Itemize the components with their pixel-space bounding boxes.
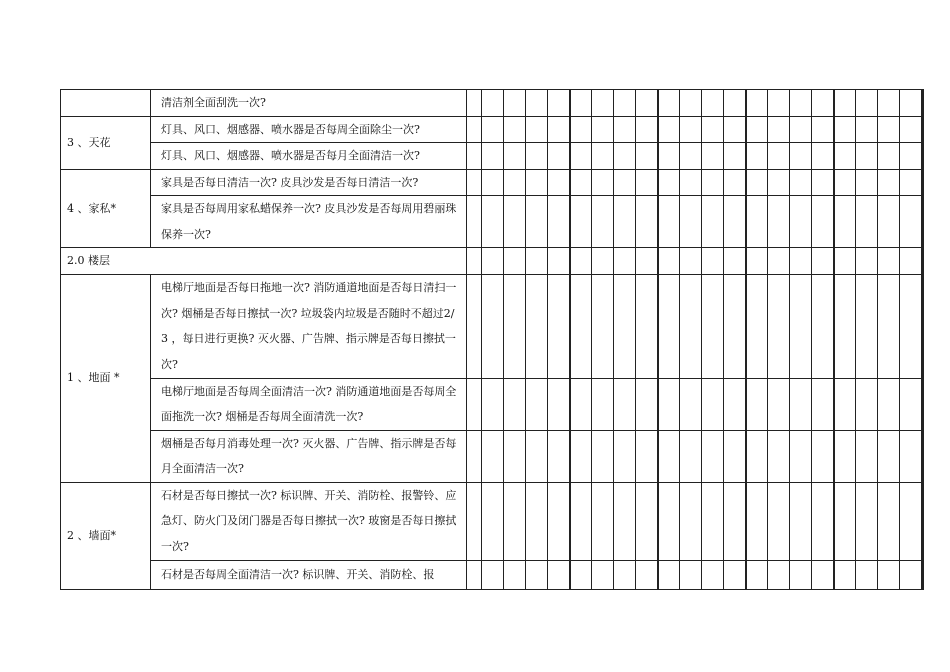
check-cell[interactable] — [570, 378, 592, 430]
check-cell[interactable] — [856, 430, 878, 482]
check-cell[interactable] — [768, 378, 790, 430]
check-cell[interactable] — [592, 143, 614, 170]
check-cell[interactable] — [504, 560, 526, 589]
check-cell[interactable] — [812, 430, 834, 482]
check-cell[interactable] — [548, 274, 570, 378]
check-cell[interactable] — [834, 482, 856, 560]
check-cell[interactable] — [526, 90, 548, 117]
check-cell[interactable] — [768, 90, 790, 117]
check-cell[interactable] — [482, 482, 504, 560]
check-cell[interactable] — [592, 90, 614, 117]
check-cell[interactable] — [570, 116, 592, 143]
check-cell[interactable] — [504, 482, 526, 560]
check-cell[interactable] — [570, 143, 592, 170]
check-cell[interactable] — [680, 196, 702, 248]
check-cell[interactable] — [548, 169, 570, 196]
check-cell[interactable] — [790, 482, 812, 560]
check-cell[interactable] — [922, 196, 924, 248]
check-cell[interactable] — [878, 274, 900, 378]
check-cell[interactable] — [922, 482, 924, 560]
check-cell[interactable] — [592, 378, 614, 430]
check-cell[interactable] — [790, 274, 812, 378]
check-cell[interactable] — [856, 378, 878, 430]
spacer-cell — [467, 143, 482, 170]
check-cell[interactable] — [658, 248, 680, 275]
check-cell[interactable] — [680, 169, 702, 196]
check-cell[interactable] — [526, 169, 548, 196]
table-row — [61, 560, 924, 589]
check-cell[interactable] — [570, 274, 592, 378]
check-cell[interactable] — [592, 196, 614, 248]
spacer-cell — [467, 430, 482, 482]
check-cell[interactable] — [592, 169, 614, 196]
check-cell[interactable] — [834, 560, 856, 589]
check-cell[interactable] — [900, 274, 922, 378]
check-description: 石材是否每周全面清洁一次? 标识牌、开关、消防栓、报 — [151, 560, 467, 589]
check-cell[interactable] — [834, 169, 856, 196]
check-cell[interactable] — [636, 378, 658, 430]
check-cell[interactable] — [526, 274, 548, 378]
check-cell[interactable] — [526, 560, 548, 589]
check-cell[interactable] — [504, 169, 526, 196]
check-cell[interactable] — [680, 430, 702, 482]
check-cell[interactable] — [614, 169, 636, 196]
check-cell[interactable] — [834, 378, 856, 430]
table-row — [61, 430, 924, 482]
check-cell[interactable] — [658, 560, 680, 589]
check-cell[interactable] — [482, 560, 504, 589]
check-cell[interactable] — [614, 116, 636, 143]
check-cell[interactable] — [526, 248, 548, 275]
check-cell[interactable] — [878, 90, 900, 117]
check-cell[interactable] — [570, 196, 592, 248]
check-cell[interactable] — [702, 560, 724, 589]
check-cell[interactable] — [878, 560, 900, 589]
check-cell[interactable] — [592, 274, 614, 378]
check-description: 清洁剂全面刮洗一次? — [151, 90, 467, 117]
check-cell[interactable] — [856, 274, 878, 378]
check-cell[interactable] — [680, 90, 702, 117]
check-cell[interactable] — [636, 560, 658, 589]
spacer-cell — [467, 378, 482, 430]
check-cell[interactable] — [768, 116, 790, 143]
item-label: 1 、地面 * — [61, 274, 151, 482]
check-cell[interactable] — [790, 430, 812, 482]
check-cell[interactable] — [504, 430, 526, 482]
check-cell[interactable] — [746, 143, 768, 170]
check-cell[interactable] — [768, 560, 790, 589]
check-cell[interactable] — [526, 196, 548, 248]
table-row — [61, 248, 924, 275]
check-description: 电梯厅地面是否每日拖地一次? 消防通道地面是否每日清扫一次? 烟桶是否每日擦拭一次? 垃圾袋内垃圾是否随时不超过2/3 ，每日进行更换? 灭火器、广告牌、指示牌是否每日擦拭一次? — [151, 274, 467, 378]
check-cell[interactable] — [482, 143, 504, 170]
check-cell[interactable] — [724, 560, 746, 589]
check-cell[interactable] — [856, 116, 878, 143]
check-cell[interactable] — [878, 378, 900, 430]
check-cell[interactable] — [658, 196, 680, 248]
check-cell[interactable] — [636, 143, 658, 170]
check-cell[interactable] — [570, 430, 592, 482]
check-cell[interactable] — [702, 143, 724, 170]
check-cell[interactable] — [812, 143, 834, 170]
check-cell[interactable] — [592, 482, 614, 560]
spacer-cell — [467, 560, 482, 589]
check-cell[interactable] — [592, 430, 614, 482]
check-cell[interactable] — [614, 274, 636, 378]
check-cell[interactable] — [702, 116, 724, 143]
table-row — [61, 482, 924, 560]
check-cell[interactable] — [702, 90, 724, 117]
check-cell[interactable] — [482, 378, 504, 430]
check-cell[interactable] — [812, 482, 834, 560]
check-cell[interactable] — [900, 378, 922, 430]
check-cell[interactable] — [878, 116, 900, 143]
check-cell[interactable] — [680, 248, 702, 275]
table-row — [61, 143, 924, 170]
check-cell[interactable] — [614, 248, 636, 275]
check-cell[interactable] — [768, 196, 790, 248]
check-cell[interactable] — [680, 274, 702, 378]
check-cell[interactable] — [878, 430, 900, 482]
check-cell[interactable] — [636, 196, 658, 248]
check-description: 电梯厅地面是否每周全面清洁一次? 消防通道地面是否每周全面拖洗一次? 烟桶是否每周全面清洗一次? — [151, 378, 467, 430]
check-cell[interactable] — [922, 274, 924, 378]
check-cell[interactable] — [900, 560, 922, 589]
check-cell[interactable] — [746, 116, 768, 143]
check-cell[interactable] — [548, 196, 570, 248]
check-cell[interactable] — [680, 143, 702, 170]
check-cell[interactable] — [614, 90, 636, 117]
item-label: 4 、家私* — [61, 169, 151, 248]
check-cell[interactable] — [900, 430, 922, 482]
check-cell[interactable] — [548, 116, 570, 143]
check-cell[interactable] — [746, 378, 768, 430]
check-cell[interactable] — [922, 248, 924, 275]
check-cell[interactable] — [878, 143, 900, 170]
check-cell[interactable] — [878, 482, 900, 560]
check-cell[interactable] — [834, 90, 856, 117]
check-description: 石材是否每日擦拭一次? 标识牌、开关、消防栓、报警铃、应急灯、防火门及闭门器是否每日擦拭一次? 玻窗是否每日擦拭一次? — [151, 482, 467, 560]
section-heading: 2.0 楼层 — [61, 248, 467, 275]
check-cell[interactable] — [724, 143, 746, 170]
check-cell[interactable] — [900, 482, 922, 560]
check-cell[interactable] — [680, 116, 702, 143]
check-cell[interactable] — [482, 116, 504, 143]
check-cell[interactable] — [922, 169, 924, 196]
check-cell[interactable] — [548, 430, 570, 482]
check-cell[interactable] — [922, 116, 924, 143]
spacer-cell — [467, 196, 482, 248]
check-cell[interactable] — [724, 482, 746, 560]
check-cell[interactable] — [680, 378, 702, 430]
check-cell[interactable] — [856, 169, 878, 196]
check-cell[interactable] — [636, 430, 658, 482]
check-cell[interactable] — [526, 378, 548, 430]
table-row — [61, 116, 924, 143]
table-row — [61, 196, 924, 248]
check-cell[interactable] — [614, 143, 636, 170]
check-cell[interactable] — [614, 482, 636, 560]
check-cell[interactable] — [548, 560, 570, 589]
item-cell-empty — [61, 90, 151, 117]
check-cell[interactable] — [746, 90, 768, 117]
check-cell[interactable] — [812, 116, 834, 143]
check-cell[interactable] — [790, 560, 812, 589]
check-cell[interactable] — [658, 482, 680, 560]
check-cell[interactable] — [482, 248, 504, 275]
check-cell[interactable] — [482, 274, 504, 378]
check-cell[interactable] — [680, 560, 702, 589]
check-cell[interactable] — [504, 196, 526, 248]
check-cell[interactable] — [636, 116, 658, 143]
check-cell[interactable] — [658, 430, 680, 482]
check-cell[interactable] — [658, 378, 680, 430]
check-description: 灯具、风口、烟感器、喷水器是否每周全面除尘一次? — [151, 116, 467, 143]
check-cell[interactable] — [702, 378, 724, 430]
check-cell[interactable] — [614, 196, 636, 248]
check-cell[interactable] — [592, 560, 614, 589]
check-cell[interactable] — [482, 90, 504, 117]
check-cell[interactable] — [614, 430, 636, 482]
check-cell[interactable] — [548, 248, 570, 275]
spacer-cell — [467, 169, 482, 196]
check-cell[interactable] — [658, 116, 680, 143]
check-cell[interactable] — [834, 143, 856, 170]
check-cell[interactable] — [658, 169, 680, 196]
check-cell[interactable] — [856, 90, 878, 117]
check-cell[interactable] — [658, 90, 680, 117]
check-cell[interactable] — [504, 274, 526, 378]
check-cell[interactable] — [856, 248, 878, 275]
check-cell[interactable] — [746, 248, 768, 275]
check-cell[interactable] — [834, 196, 856, 248]
check-cell[interactable] — [746, 196, 768, 248]
check-cell[interactable] — [834, 248, 856, 275]
check-cell[interactable] — [504, 143, 526, 170]
check-cell[interactable] — [724, 90, 746, 117]
check-cell[interactable] — [702, 430, 724, 482]
check-cell[interactable] — [592, 248, 614, 275]
check-cell[interactable] — [724, 378, 746, 430]
check-cell[interactable] — [504, 90, 526, 117]
check-cell[interactable] — [812, 248, 834, 275]
check-cell[interactable] — [834, 116, 856, 143]
check-cell[interactable] — [922, 560, 924, 589]
check-cell[interactable] — [834, 430, 856, 482]
check-cell[interactable] — [504, 248, 526, 275]
check-cell[interactable] — [900, 90, 922, 117]
check-cell[interactable] — [702, 274, 724, 378]
check-cell[interactable] — [724, 169, 746, 196]
check-cell[interactable] — [658, 143, 680, 170]
check-cell[interactable] — [812, 560, 834, 589]
check-cell[interactable] — [768, 274, 790, 378]
check-cell[interactable] — [768, 430, 790, 482]
check-description: 灯具、风口、烟感器、喷水器是否每月全面清洁一次? — [151, 143, 467, 170]
check-cell[interactable] — [570, 248, 592, 275]
check-cell[interactable] — [812, 274, 834, 378]
check-cell[interactable] — [922, 143, 924, 170]
table-row — [61, 274, 924, 378]
check-cell[interactable] — [592, 116, 614, 143]
check-cell[interactable] — [878, 196, 900, 248]
item-label: 3 、天花 — [61, 116, 151, 169]
check-cell[interactable] — [482, 196, 504, 248]
check-cell[interactable] — [680, 482, 702, 560]
check-cell[interactable] — [482, 430, 504, 482]
check-cell[interactable] — [482, 169, 504, 196]
table-row — [61, 90, 924, 117]
check-cell[interactable] — [768, 169, 790, 196]
check-cell[interactable] — [790, 143, 812, 170]
check-cell[interactable] — [658, 274, 680, 378]
check-cell[interactable] — [614, 378, 636, 430]
check-cell[interactable] — [614, 560, 636, 589]
check-cell[interactable] — [856, 143, 878, 170]
check-cell[interactable] — [922, 90, 924, 117]
check-cell[interactable] — [900, 169, 922, 196]
check-cell[interactable] — [702, 196, 724, 248]
check-cell[interactable] — [790, 90, 812, 117]
check-description: 烟桶是否每月消毒处理一次? 灭火器、广告牌、指示牌是否每月全面清洁一次? — [151, 430, 467, 482]
check-cell[interactable] — [746, 274, 768, 378]
check-cell[interactable] — [526, 482, 548, 560]
check-cell[interactable] — [790, 116, 812, 143]
spacer-cell — [467, 90, 482, 117]
spacer-cell — [467, 116, 482, 143]
check-cell[interactable] — [878, 169, 900, 196]
check-cell[interactable] — [790, 248, 812, 275]
check-cell[interactable] — [570, 90, 592, 117]
inspection-checklist-table — [60, 89, 924, 590]
check-cell[interactable] — [834, 274, 856, 378]
spacer-cell — [467, 482, 482, 560]
check-cell[interactable] — [878, 248, 900, 275]
item-label: 2 、墙面* — [61, 482, 151, 589]
check-cell[interactable] — [856, 560, 878, 589]
check-cell[interactable] — [746, 169, 768, 196]
check-cell[interactable] — [746, 482, 768, 560]
check-cell[interactable] — [702, 169, 724, 196]
table-row — [61, 169, 924, 196]
check-cell[interactable] — [724, 248, 746, 275]
check-cell[interactable] — [724, 196, 746, 248]
check-cell[interactable] — [812, 169, 834, 196]
check-cell[interactable] — [768, 482, 790, 560]
check-cell[interactable] — [768, 248, 790, 275]
check-cell[interactable] — [922, 378, 924, 430]
table-row — [61, 378, 924, 430]
check-cell[interactable] — [900, 248, 922, 275]
check-cell[interactable] — [570, 169, 592, 196]
spacer-cell — [467, 274, 482, 378]
check-cell[interactable] — [526, 143, 548, 170]
check-cell[interactable] — [812, 196, 834, 248]
check-cell[interactable] — [570, 482, 592, 560]
check-cell[interactable] — [636, 90, 658, 117]
check-cell[interactable] — [900, 196, 922, 248]
check-cell[interactable] — [504, 116, 526, 143]
check-cell[interactable] — [812, 378, 834, 430]
check-description: 家具是否每日清洁一次? 皮具沙发是否每日清洁一次? — [151, 169, 467, 196]
check-cell[interactable] — [636, 482, 658, 560]
check-cell[interactable] — [856, 482, 878, 560]
check-cell[interactable] — [702, 248, 724, 275]
check-cell[interactable] — [790, 196, 812, 248]
check-description: 家具是否每周用家私蜡保养一次? 皮具沙发是否每周用碧丽珠保养一次? — [151, 196, 467, 248]
check-cell[interactable] — [746, 430, 768, 482]
check-cell[interactable] — [548, 482, 570, 560]
check-cell[interactable] — [548, 143, 570, 170]
check-cell[interactable] — [812, 90, 834, 117]
check-cell[interactable] — [724, 430, 746, 482]
check-cell[interactable] — [900, 143, 922, 170]
check-cell[interactable] — [724, 274, 746, 378]
spacer-cell — [467, 248, 482, 275]
check-cell[interactable] — [504, 378, 526, 430]
check-cell[interactable] — [746, 560, 768, 589]
check-cell[interactable] — [790, 378, 812, 430]
check-cell[interactable] — [900, 116, 922, 143]
check-cell[interactable] — [790, 169, 812, 196]
check-cell[interactable] — [636, 274, 658, 378]
check-cell[interactable] — [636, 169, 658, 196]
check-cell[interactable] — [636, 248, 658, 275]
check-cell[interactable] — [702, 482, 724, 560]
check-cell[interactable] — [570, 560, 592, 589]
check-cell[interactable] — [548, 90, 570, 117]
check-cell[interactable] — [526, 430, 548, 482]
check-cell[interactable] — [526, 116, 548, 143]
check-cell[interactable] — [724, 116, 746, 143]
check-cell[interactable] — [856, 196, 878, 248]
check-cell[interactable] — [768, 143, 790, 170]
check-cell[interactable] — [548, 378, 570, 430]
check-cell[interactable] — [922, 430, 924, 482]
